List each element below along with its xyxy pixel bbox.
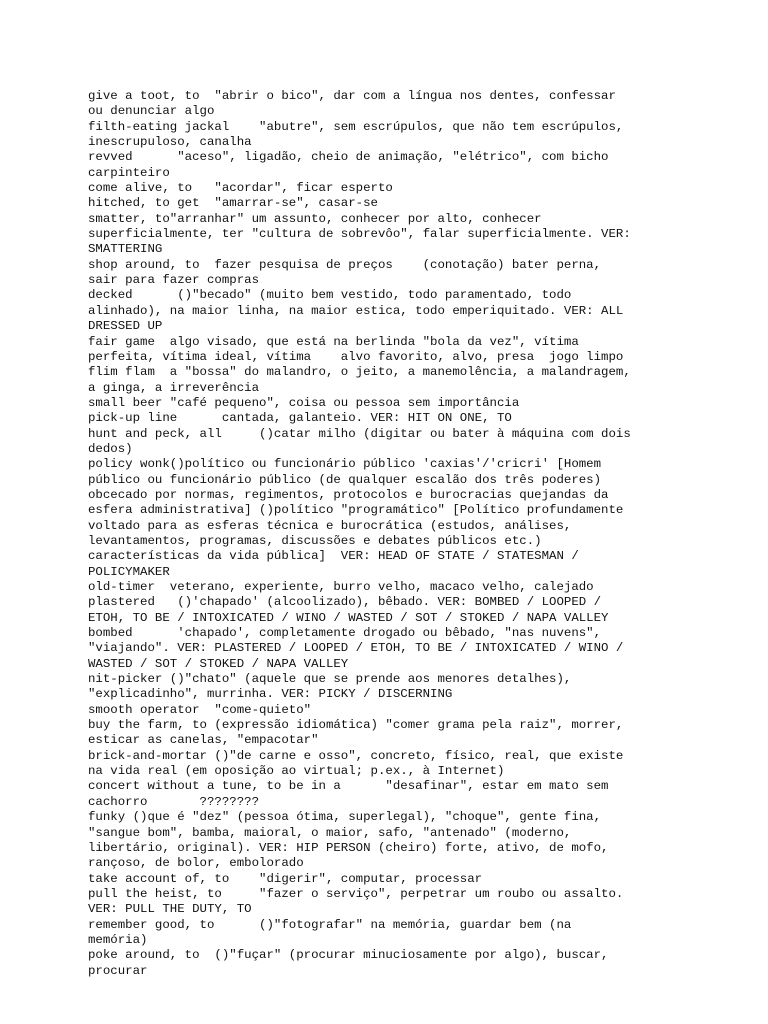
text-line: ou denunciar algo xyxy=(88,104,215,119)
text-line: filth-eating jackal "abutre", sem escrúpulos, que não tem escrúpulos, xyxy=(88,119,624,134)
text-line: esticar as canelas, "empacotar" xyxy=(88,733,319,748)
text-line: decked ()"becado" (muito bem vestido, todo paramentado, todo xyxy=(88,288,572,303)
text-line: inescrupuloso, canalha xyxy=(88,135,252,150)
text-line: memória) xyxy=(88,932,148,947)
text-line: libertário, original). VER: HIP PERSON (cheiro) forte, ativo, de mofo, xyxy=(88,840,609,855)
text-line: revved "aceso", ligadão, cheio de animação, "elétrico", com bicho xyxy=(88,150,609,165)
text-line: rançoso, de bolor, embolorado xyxy=(88,856,304,871)
text-line: funky ()que é "dez" (pessoa ótima, superlegal), "choque", gente fina, xyxy=(88,810,602,825)
text-line: concert without a tune, to be in a "desafinar", estar em mato sem xyxy=(88,779,609,794)
text-line: fair game algo visado, que está na berlinda "bola da vez", vítima xyxy=(88,334,579,349)
text-line: levantamentos, programas, discussões e debates públicos etc.) xyxy=(88,533,542,548)
text-line: smooth operator "come-quieto" xyxy=(88,702,312,717)
text-line: take account of, to "digerir", computar, processar xyxy=(88,871,483,886)
text-line: give a toot, to "abrir o bico", dar com a língua nos dentes, confessar xyxy=(88,89,616,103)
text-line: poke around, to ()"fuçar" (procurar minuciosamente por algo), buscar, xyxy=(88,948,609,963)
text-line: POLICYMAKER xyxy=(88,564,170,579)
text-line: na vida real (em oposição ao virtual; p.ex., à Internet) xyxy=(88,764,505,779)
text-line: ETOH, TO BE / INTOXICATED / WINO / WASTED / SOT / STOKED / NAPA VALLEY xyxy=(88,610,609,625)
text-line: obcecado por normas, regimentos, protocolos e burocracias quejandas da xyxy=(88,487,609,502)
text-line: smatter, to"arranhar" um assunto, conhecer por alto, conhecer xyxy=(88,211,542,226)
text-line: carpinteiro xyxy=(88,165,170,180)
text-line: old-timer veterano, experiente, burro velho, macaco velho, calejado xyxy=(88,580,594,594)
text-line: procurar xyxy=(88,963,148,978)
text-line: "explicadinho", murrinha. VER: PICKY / DISCERNING xyxy=(88,687,453,702)
text-line: esfera administrativa] ()político "programático" [Político profundamente xyxy=(88,503,624,518)
text-line: "viajando". VER: PLASTERED / LOOPED / ETOH, TO BE / INTOXICATED / WINO / xyxy=(88,641,624,656)
text-line: perfeita, vítima ideal, vítima alvo favorito, alvo, presa jogo limpo xyxy=(88,349,624,364)
text-line: small beer "café pequeno", coisa ou pessoa sem importância xyxy=(88,395,520,410)
text-line: WASTED / SOT / STOKED / NAPA VALLEY xyxy=(88,656,349,671)
glossary-text xyxy=(88,89,768,979)
text-line: come alive, to "acordar", ficar esperto xyxy=(88,181,393,196)
text-line: pick-up line cantada, galanteio. VER: HIT ON ONE, TO xyxy=(88,411,512,426)
text-line: VER: PULL THE DUTY, TO xyxy=(88,902,252,917)
text-line: remember good, to ()"fotografar" na memória, guardar bem (na xyxy=(88,917,572,932)
text-line: SMATTERING xyxy=(88,242,163,257)
text-line: voltado para as esferas técnica e burocrática (estudos, análises, xyxy=(88,518,572,533)
text-line: sair para fazer compras xyxy=(88,273,260,288)
text-line: nit-picker ()"chato" (aquele que se prende aos menores detalhes), xyxy=(88,672,572,687)
text-line: DRESSED UP xyxy=(88,319,163,334)
text-line: cachorro ???????? xyxy=(88,794,260,809)
text-line: hunt and peck, all ()catar milho (digitar ou bater à máquina com dois xyxy=(88,426,631,441)
text-line: superficialmente, ter "cultura de sobrevôo", falar superficialmente. VER: xyxy=(88,227,631,242)
text-line: plastered ()'chapado' (alcoolizado), bêbado. VER: BOMBED / LOOPED / xyxy=(88,595,602,610)
text-line: "sangue bom", bamba, maioral, o maior, safo, "antenado" (moderno, xyxy=(88,825,572,840)
text-line: dedos) xyxy=(88,441,133,456)
text-line: características da vida pública] VER: HEAD OF STATE / STATESMAN / xyxy=(88,549,579,564)
text-line: hitched, to get "amarrar-se", casar-se xyxy=(88,196,378,211)
text-line: público ou funcionário público (de qualquer escalão dos três poderes) xyxy=(88,472,602,487)
text-line: policy wonk()político ou funcionário público 'caxias'/'cricri' [Homem xyxy=(88,457,602,472)
text-line: a ginga, a irreverência xyxy=(88,380,260,395)
text-line: alinhado), na maior linha, na maior estica, todo emperiquitado. VER: ALL xyxy=(88,303,624,318)
text-line: shop around, to fazer pesquisa de preços (conotação) bater perna, xyxy=(88,257,602,272)
text-line: brick-and-mortar ()"de carne e osso", concreto, físico, real, que existe xyxy=(88,748,624,763)
text-line: flim flam a "bossa" do malandro, o jeito, a manemolência, a malandragem, xyxy=(88,365,631,380)
text-line: buy the farm, to (expressão idiomática) "comer grama pela raiz", morrer, xyxy=(88,718,624,733)
text-line: pull the heist, to "fazer o serviço", perpetrar um roubo ou assalto. xyxy=(88,886,624,901)
text-line: bombed 'chapado', completamente drogado ou bêbado, "nas nuvens", xyxy=(88,626,602,641)
